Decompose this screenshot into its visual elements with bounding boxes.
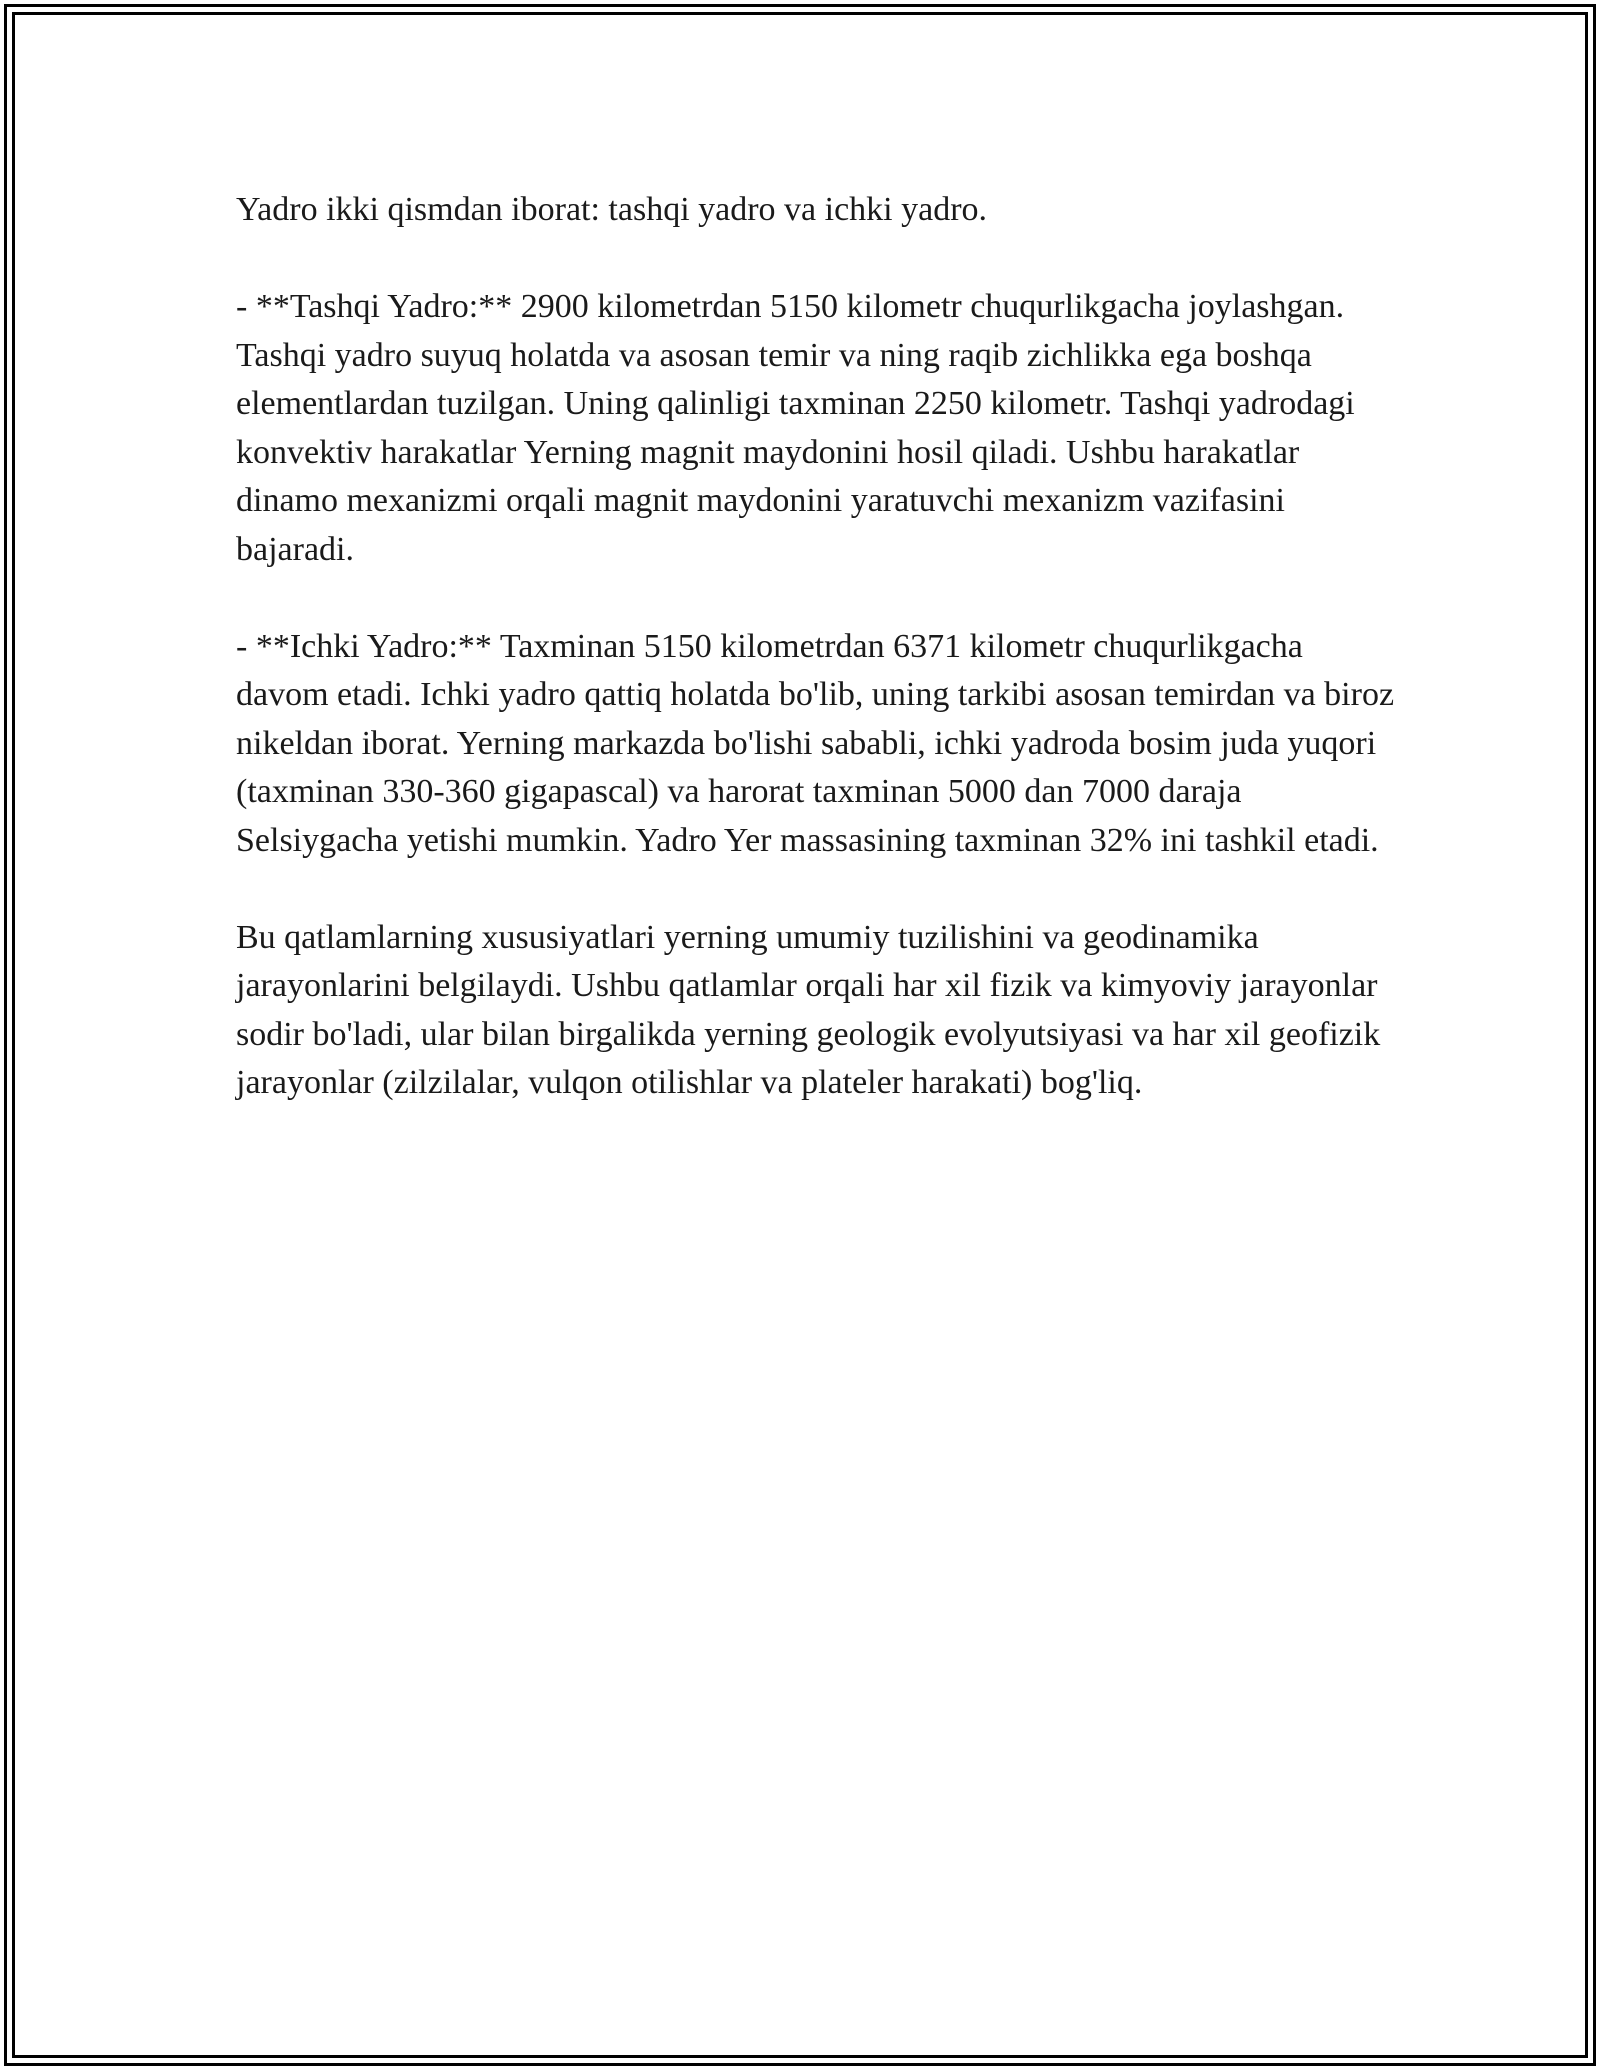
paragraph-outer-core: - **Tashqi Yadro:** 2900 kilometrdan 5150 kilometr chuqurlikgacha joylashgan. Tashqi yadro suyuq holatda va asosan temir va ning raqib zichlikka ega boshqa elementlardan tuzilgan. Uning qalinligi taxminan 2250 kilometr. Tashqi yadrodagi konvektiv harakatlar Yerning magnit maydonini hosil qiladi. Ushbu harakatlar dinamo mexanizmi orqali magnit maydonini yaratuvchi mexanizm vazifasini bajaradi. [236, 288, 1355, 568]
paragraph-inner-core: - **Ichki Yadro:** Taxminan 5150 kilometrdan 6371 kilometr chuqurlikgacha davom etadi. Ichki yadro qattiq holatda bo'lib, uning tarkibi asosan temirdan va biroz nikeldan iborat. Yerning markazda bo'lishi sababli, ichki yadroda bosim juda yuqori (taxminan 330-360 gigapascal) va harorat taxminan 5000 dan 7000 daraja Selsiygacha yetishi mumkin. Yadro Yer massasining taxminan 32% ini tashkil etadi. [236, 627, 1395, 859]
document-body [236, 186, 1396, 1108]
paragraph-conclusion: Bu qatlamlarning xususiyatlari yerning umumiy tuzilishini va geodinamika jarayonlarini belgilaydi. Ushbu qatlamlar orqali har xil fizik va kimyoviy jarayonlar sodir bo'ladi, ular bilan birgalikda yerning geologik evolyutsiyasi va har xil geofizik jarayonlar (zilzilalar, vulqon otilishlar va plateler harakati) bog'liq. [236, 918, 1381, 1101]
paragraph-intro: Yadro ikki qismdan iborat: tashqi yadro va ichki yadro. [236, 191, 988, 228]
